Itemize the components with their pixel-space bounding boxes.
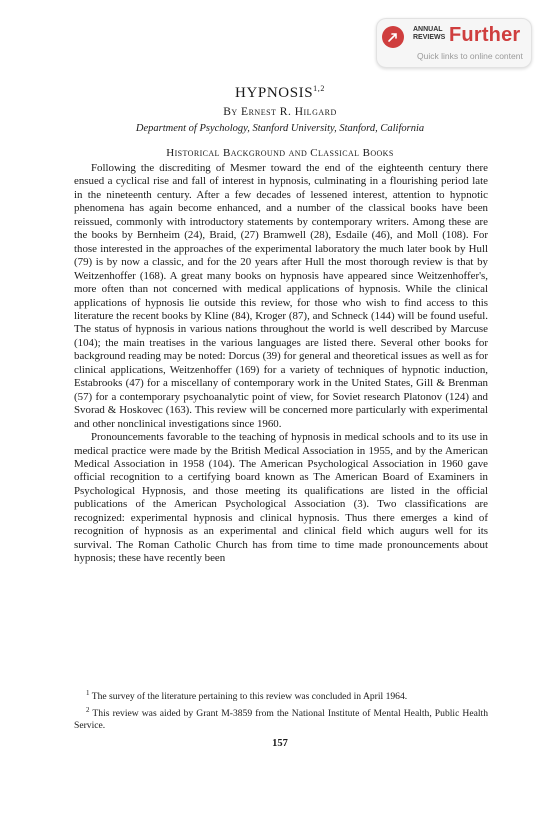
paragraph: Following the discrediting of Mesmer toward the end of the eighteenth century there ensued a cyclical rise and fall of interest in hypnosis, culminating in a flourishing period late in the nineteenth century. After a few decades of lessened interest, attention to hypnotic phenomena has again become enhanced, and a number of the classical books have been reissued, commonly with introductory statements by contemporary writers. Among these are the books by Bernheim (24), Braid, (27) Bramwell (28), Esdaile (46), and Moll (108). For those interested in the approaches of the experimental laboratory the much later book by Hull (79) is by now a classic, and for the 20 years after Hull the most thorough review is that by Weitzenhoffer (168). A great many books on hypnosis have appeared since Weitzenhoffer's, more often than not concerned with medical applications of hypnosis. While the clinical applications of hypnosis lie outside this review, for those who wish to find access to this literature the recent books by Kline (84), Kroger (87), and Schneck (144) will be found useful. The status of hypnosis in various nations throughout the world is well described by Marcuse (104); the main treatises in the various languages are listed there. Several other books for background reading may be noted: Dorcus (39) for general and theoretical issues as well as for clinical applications, Weitzenhoffer (169) for a variety of techniques of hypnotic induction, Estabrooks (47) for a miscellany of contemporary work in the United States, Gill & Brenman (57) for a contemporary psychoanalytic point of view, for Soviet research Platonov (124) and Svorad & Hoskovec (163). This review will be concerned more particularly with experimental and other nonclinical investigations since 1960. [74, 162, 488, 430]
external-link-icon [382, 26, 404, 48]
further-online-content-badge[interactable] [376, 18, 532, 68]
paragraph: Pronouncements favorable to the teaching of hypnosis in medical schools and to its use in medical practice were made by the British Medical Association in 1955, and by the American Medical Association in 1958 (104). The American Psychological Association in 1960 gave official recognition to a certifying board known as The American Board of Examiners in Psychological Hypnosis, and those meeting its qualifications are listed in the official publications of the American Psychological Association (3). Two classifications are recognized: experimental hypnosis and clinical hypnosis. Thus there emerges a kind of recognition of hypnosis as an experimental and clinical field which augurs well for its survival. The Roman Catholic Church has from time to time made pronouncements about hypnosis; these have recently been [74, 431, 488, 565]
author-line: By Ernest R. Hilgard [223, 106, 337, 118]
footnote [74, 687, 488, 704]
article-title-text: HYPNOSIS [235, 85, 314, 101]
footnote-text: This review was aided by Grant M-3859 from the National Institute of Mental Health, Public Health Service. [74, 707, 488, 732]
section-heading: Historical Background and Classical Books [166, 147, 394, 159]
page-number: 157 [272, 738, 288, 749]
footnote-mark: 1 [86, 689, 90, 697]
annual-reviews-logo-text [413, 26, 445, 41]
footnote [74, 704, 488, 733]
body-text [74, 162, 488, 566]
footnote-text: The survey of the literature pertaining to this review was concluded in April 1964. [91, 691, 408, 703]
reviews-label: REVIEWS [413, 33, 446, 41]
author-affiliation: Department of Psychology, Stanford University, Stanford, California [135, 123, 425, 134]
footnote-mark: 2 [86, 705, 90, 714]
article-title [0, 84, 560, 102]
footnotes [74, 687, 488, 733]
quick-links-subtitle: Quick links to online content [417, 51, 523, 61]
title-footnote-marks: 1,2 [313, 84, 325, 93]
annual-label: ANNUAL [413, 26, 443, 33]
further-label: Further [449, 24, 521, 46]
